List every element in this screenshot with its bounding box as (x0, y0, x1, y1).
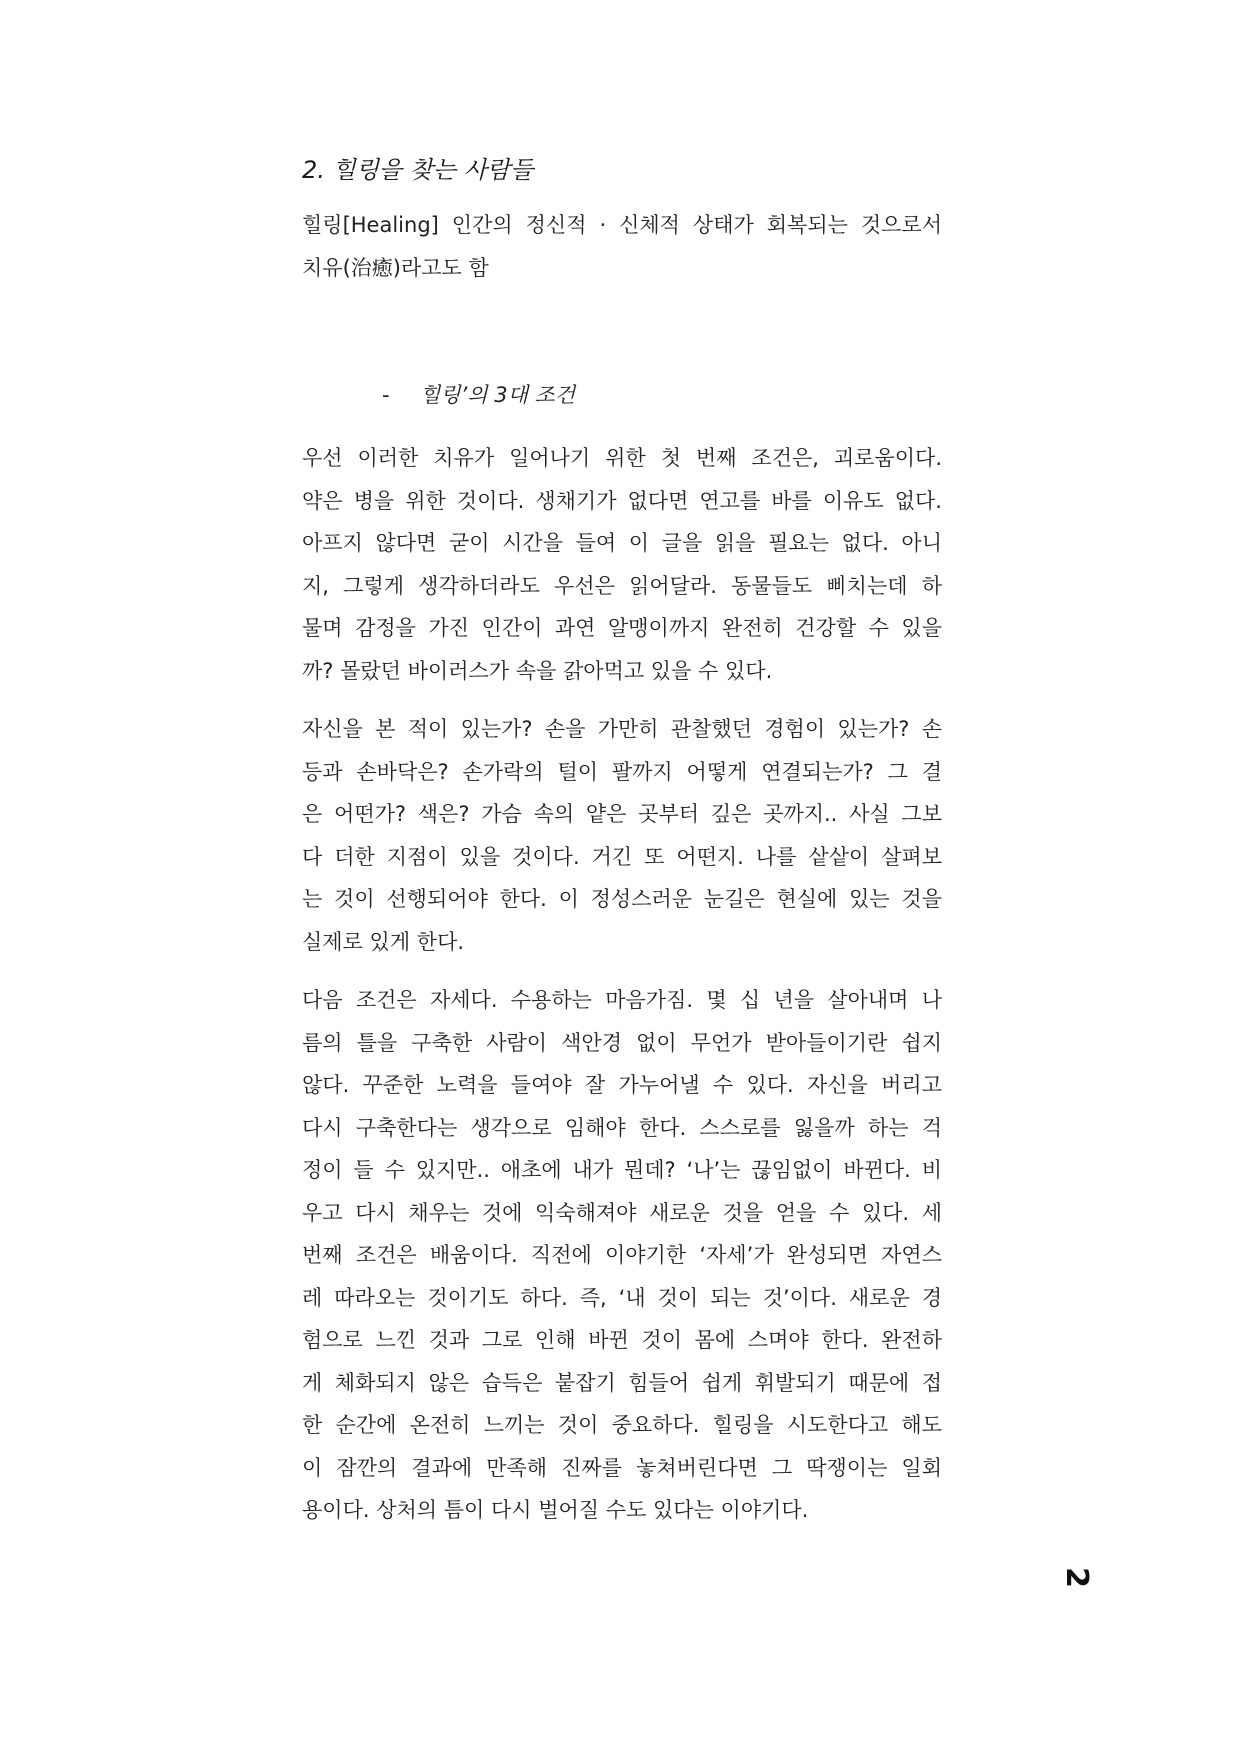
paragraph-2 (302, 708, 942, 963)
paragraph-line: 다시 구축한다는 생각으로 임해야 한다. 스스로를 잃을까 하는 걱 (302, 1115, 942, 1140)
paragraph-line: 약은 병을 위한 것이다. 생채기가 없다면 연고를 바를 이유도 없다. (302, 488, 942, 513)
paragraph-1 (302, 437, 942, 692)
paragraph-line: 는 것이 선행되어야 한다. 이 정성스러운 눈길은 현실에 있는 것을 (302, 887, 942, 911)
paragraph-line: 까? 몰랐던 바이러스가 속을 갉아먹고 있을 수 있다. (302, 658, 773, 683)
subheading (302, 375, 942, 415)
paragraph-line: 번째 조건은 배움이다. 직전에 이야기한 ‘자세’가 완성되면 자연스 (302, 1243, 942, 1267)
paragraph-line: 용이다. 상처의 틈이 다시 벌어질 수도 있다는 이야기다. (302, 1498, 809, 1522)
paragraph-line: 등과 손바닥은? 손가락의 털이 팔까지 어떻게 연결되는가? 그 결 (302, 759, 942, 784)
definition-line: 치유(治癒)라고도 함 (302, 255, 489, 280)
paragraph-line: 자신을 본 적이 있는가? 손을 가만히 관찰했던 경험이 있는가? 손 (302, 717, 942, 741)
section-title: 2. 힐링을 찾는 사람들 (302, 156, 534, 184)
paragraph-3 (302, 979, 942, 1532)
paragraph-line: 우고 다시 채우는 것에 익숙해져야 새로운 것을 얻을 수 있다. 세 (302, 1200, 942, 1225)
paragraph-line: 게 체화되지 않은 습득은 붙잡기 힘들어 쉽게 휘발되기 때문에 접 (302, 1370, 942, 1395)
paragraph-line: 정이 들 수 있지만.. 애초에 내가 뭔데? ‘나’는 끊임없이 바뀐다. 비 (302, 1158, 942, 1182)
paragraph-line: 실제로 있게 한다. (302, 929, 465, 954)
paragraph-line: 름의 틀을 구축한 사람이 색안경 없이 무언가 받아들이기란 쉽지 (302, 1030, 942, 1055)
paragraph-line: 험으로 느낀 것과 그로 인해 바뀐 것이 몸에 스며야 한다. 완전하 (302, 1328, 942, 1352)
subheading-bullet: - (382, 383, 390, 407)
paragraph-line: 이 잠깐의 결과에 만족해 진짜를 놓쳐버린다면 그 딱쟁이는 일회 (302, 1455, 942, 1480)
definition-line: 힐링[Healing] 인간의 정신적 · 신체적 상태가 회복되는 것으로서 (302, 213, 942, 237)
subheading-text: 힐링’의 3대 조건 (420, 383, 576, 407)
page-number: 2 (1058, 1567, 1094, 1588)
paragraph-line: 지, 그렇게 생각하더라도 우선은 읽어달라. 동물들도 삐치는데 하 (302, 573, 942, 598)
paragraph-line: 않다. 꾸준한 노력을 들여야 잘 가누어낼 수 있다. 자신을 버리고 (302, 1073, 942, 1097)
paragraph-line: 다 더한 지점이 있을 것이다. 거긴 또 어떤지. 나를 샅샅이 살펴보 (302, 844, 942, 869)
paragraph-line: 다음 조건은 자세다. 수용하는 마음가짐. 몇 십 년을 살아내며 나 (302, 988, 942, 1012)
paragraph-line: 은 어떤가? 색은? 가슴 속의 얕은 곳부터 깊은 곳까지.. 사실 그보 (302, 802, 942, 826)
paragraph-line: 우선 이러한 치유가 일어나기 위한 첫 번째 조건은, 괴로움이다. (302, 446, 942, 470)
paragraph-line: 한 순간에 온전히 느끼는 것이 중요하다. 힐링을 시도한다고 해도 (302, 1413, 942, 1437)
paragraph-line: 레 따라오는 것이기도 하다. 즉, ‘내 것이 되는 것’이다. 새로운 경 (302, 1285, 942, 1310)
page-content (302, 150, 942, 1548)
paragraph-line: 물며 감정을 가진 인간이 과연 알맹이까지 완전히 건강할 수 있을 (302, 616, 942, 640)
definition-block (302, 204, 942, 289)
paragraph-line: 아프지 않다면 굳이 시간을 들여 이 글을 읽을 필요는 없다. 아니 (302, 531, 942, 555)
